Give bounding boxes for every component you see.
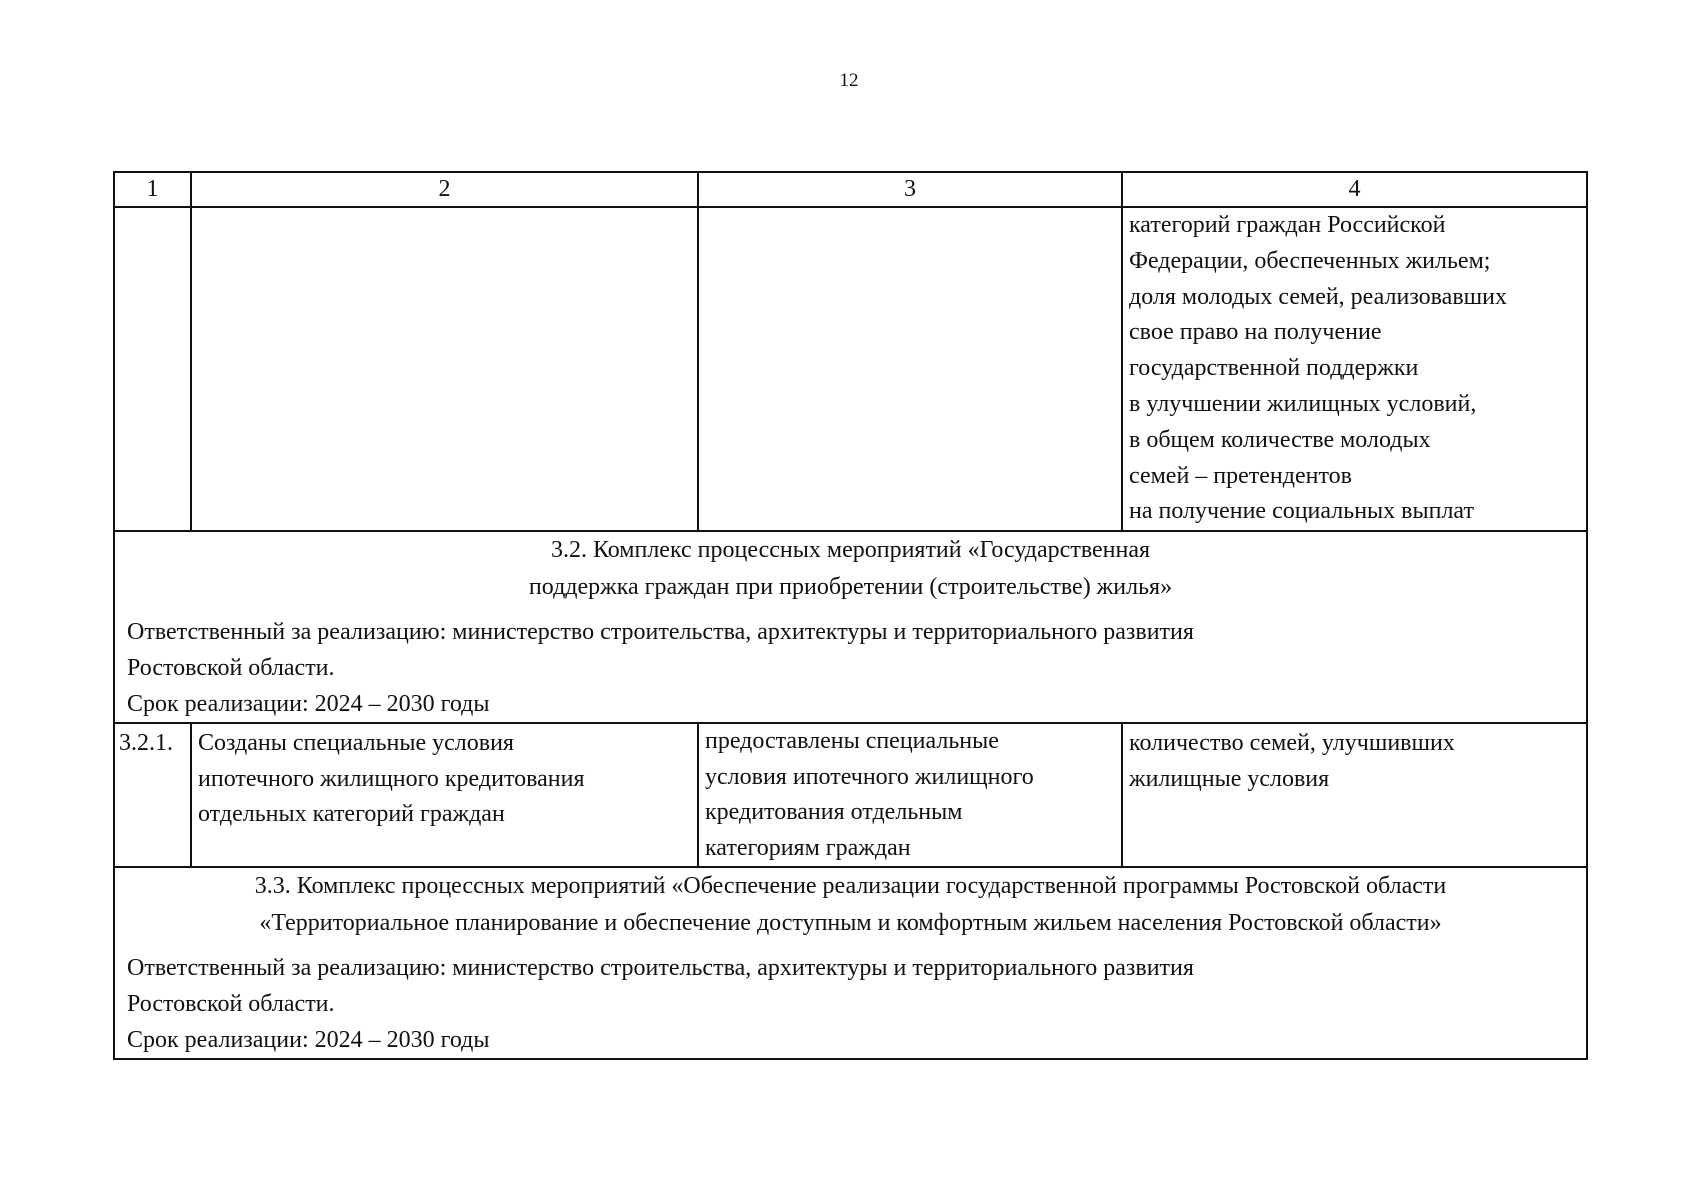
section-3-2-cell	[114, 531, 1587, 723]
section-title-line: «Территориальное планирование и обеспечение доступным и комфортным жильем населения Ростовской области»	[259, 910, 1442, 937]
program-table	[113, 171, 1588, 1060]
text-line: на получение социальных выплат	[1129, 498, 1474, 525]
page-number: 12	[839, 70, 859, 91]
header-col-4: 4	[1122, 172, 1587, 207]
row-number: 3.2.1.	[114, 723, 191, 867]
header-col-1: 1	[114, 172, 191, 207]
header-col-3: 3	[698, 172, 1122, 207]
section-3-2-title	[121, 532, 1580, 606]
text-line: категорий граждан Российской	[1129, 212, 1446, 238]
table-header-row	[114, 172, 1587, 207]
text-line: государственной поддержки	[1129, 355, 1419, 382]
text-line: Созданы специальные условия	[198, 730, 514, 757]
section-3-2-body	[121, 614, 1580, 722]
text-line: жилищные условия	[1129, 765, 1330, 792]
section-3-3-cell	[114, 867, 1587, 1059]
text-line: отдельных категорий граждан	[198, 801, 505, 828]
text-line: свое право на получение	[1129, 319, 1382, 346]
text-line: кредитования отдельным	[705, 799, 963, 826]
section-title-line: поддержка граждан при приобретении (строительстве) жилья»	[528, 574, 1173, 601]
cell-event-description	[698, 723, 1122, 867]
text-line: Федерации, обеспеченных жильем;	[1129, 247, 1491, 274]
header-col-2: 2	[191, 172, 698, 207]
text-line: условия ипотечного жилищного	[705, 763, 1034, 790]
section-body-line: Срок реализации: 2024 – 2030 годы	[127, 1027, 490, 1054]
section-body-line: Ростовской области.	[127, 991, 335, 1018]
cell-empty-col1	[114, 207, 191, 531]
text-line: семей – претендентов	[1129, 462, 1352, 489]
section-3-2-row	[114, 531, 1587, 723]
section-body-line: Ростовской области.	[127, 655, 335, 682]
cell-indicators	[1122, 723, 1587, 867]
section-3-3-body	[121, 950, 1580, 1058]
text-line: в улучшении жилищных условий,	[1129, 390, 1477, 417]
section-title-line: 3.3. Комплекс процессных мероприятий «Обеспечение реализации государственной программы Ростовской области	[254, 873, 1447, 900]
text-line: ипотечного жилищного кредитования	[198, 765, 585, 792]
cell-empty-col2	[191, 207, 698, 531]
cell-empty-col3	[698, 207, 1122, 531]
text-line: доля молодых семей, реализовавших	[1129, 283, 1507, 310]
table-row-continuation	[114, 207, 1587, 531]
cell-indicators-continued	[1122, 207, 1587, 531]
section-body-line: Ответственный за реализацию: министерство строительства, архитектуры и территориального развития	[127, 955, 1194, 982]
text-line: категориям граждан	[705, 834, 911, 861]
text-line: в общем количестве молодых	[1129, 426, 1431, 453]
section-body-line: Ответственный за реализацию: министерство строительства, архитектуры и территориального развития	[127, 619, 1194, 646]
text-line: количество семей, улучшивших	[1129, 730, 1455, 757]
section-title-line: 3.2. Комплекс процессных мероприятий «Государственная	[550, 537, 1151, 564]
table-row-3-2-1	[114, 723, 1587, 867]
text-line: предоставлены специальные	[705, 728, 999, 755]
cell-event-name	[191, 723, 698, 867]
section-3-3-title	[121, 868, 1580, 942]
section-3-3-row	[114, 867, 1587, 1059]
section-body-line: Срок реализации: 2024 – 2030 годы	[127, 691, 490, 718]
